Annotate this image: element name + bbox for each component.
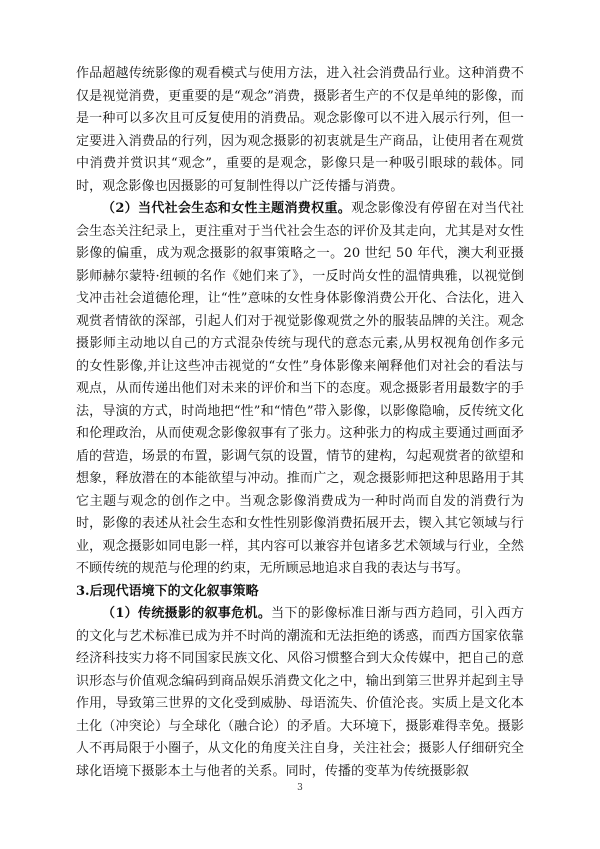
paragraph-3-heading: （1）传统摄影的叙事危机。 <box>102 606 272 621</box>
paragraph-1 <box>76 63 524 198</box>
paragraph-2-heading: （2）当代社会生态和女性主题消费权重。 <box>102 201 352 216</box>
paragraph-3 <box>76 603 524 783</box>
paragraph-2-text: 观念影像没有停留在对当代社会生态关注纪录上，更注重对于当代社会生态的评价及其走向，尤其是对女性影像的偏重，成为观念摄影的叙事策略之一。20 世纪 50 年代，澳大利亚摄影师赫尔蒙特·纽顿的名作《她们来了》，一反时尚女性的温情典雅，以视觉倒戈冲击社会道德伦理，让“性”意味的女性身体影像消费公开化、合法化，进入观赏者情欲的深部，引起人们对于视觉影像观赏之外的服装品牌的关注。观念摄影师主动地以自己的方式混杂传统与现代的意态元素,从男权视角创作多元的女性影像,并让这些冲击视觉的“女性”身体影像来阐释他们对社会的看法与观点，从而传递出他们对未来的评价和当下的态度。观念摄影者用最数字的手法，导演的方式，时尚地把“性”和“情色”带入影像，以影像隐喻，反传统文化和伦理政治，从而使观念影像叙事有了张力。这种张力的构成主要通过画面矛盾的营造，场景的布置，影调气氛的设置，情节的建构，勾起观赏者的欲望和想象，释放潜在的本能欲望与冲动。推而广之，观念摄影师把这种思路用于其它主题与观念的创作之中。当观念影像消费成为一种时尚而自发的消费行为时，影像的表述从社会生态和女性性别影像消费拓展开去，锲入其它领域与行业，观念摄影如同电影一样，其内容可以兼容并包诸多艺术领域与行业，全然不顾传统的规范与伦理的约束，无所顾忌地追求自我的表达与书写。 <box>76 201 524 576</box>
paragraph-1-text: 作品超越传统影像的观看模式与使用方法，进入社会消费品行业。这种消费不仅是视觉消费，更重要的是“观念”消费，摄影者生产的不仅是单纯的影像，而是一种可以多次且可反复使用的消费品。观念影像可以不进入展示行列，但一定要进入消费品的行列，因为观念摄影的初衷就是生产商品，让使用者在观赏中消费并赏识其“观念”，重要的是观念，影像只是一种吸引眼球的载体。同时，观念影像也因摄影的可复制性得以广泛传播与消费。 <box>76 66 524 194</box>
document-page <box>76 63 524 783</box>
page-number: 3 <box>297 783 303 793</box>
paragraph-3-text: 当下的影像标准日渐与西方趋同，引入西方的文化与艺术标准已成为并不时尚的潮流和无法拒绝的诱惑，而西方国家依靠经济科技实力将不同国家民族文化、风俗习惯整合到大众传媒中，把自己的意识形态与价值观念编码到商品娱乐消费文化之中，输出到第三世界并起到主导作用，导致第三世界的文化受到威胁、母语流失、价值沦丧。实质上是文化本土化（冲突论）与全球化（融合论）的矛盾。大环境下，摄影难得幸免。摄影人不再局限于小圈子，从文化的角度关注自身，关注社会；摄影人仔细研究全球化语境下摄影本土与他者的关系。同时，传播的变革为传统摄影叙 <box>76 606 524 779</box>
paragraph-2 <box>76 198 524 581</box>
section-heading: 3.后现代语境下的文化叙事策略 <box>76 583 259 599</box>
